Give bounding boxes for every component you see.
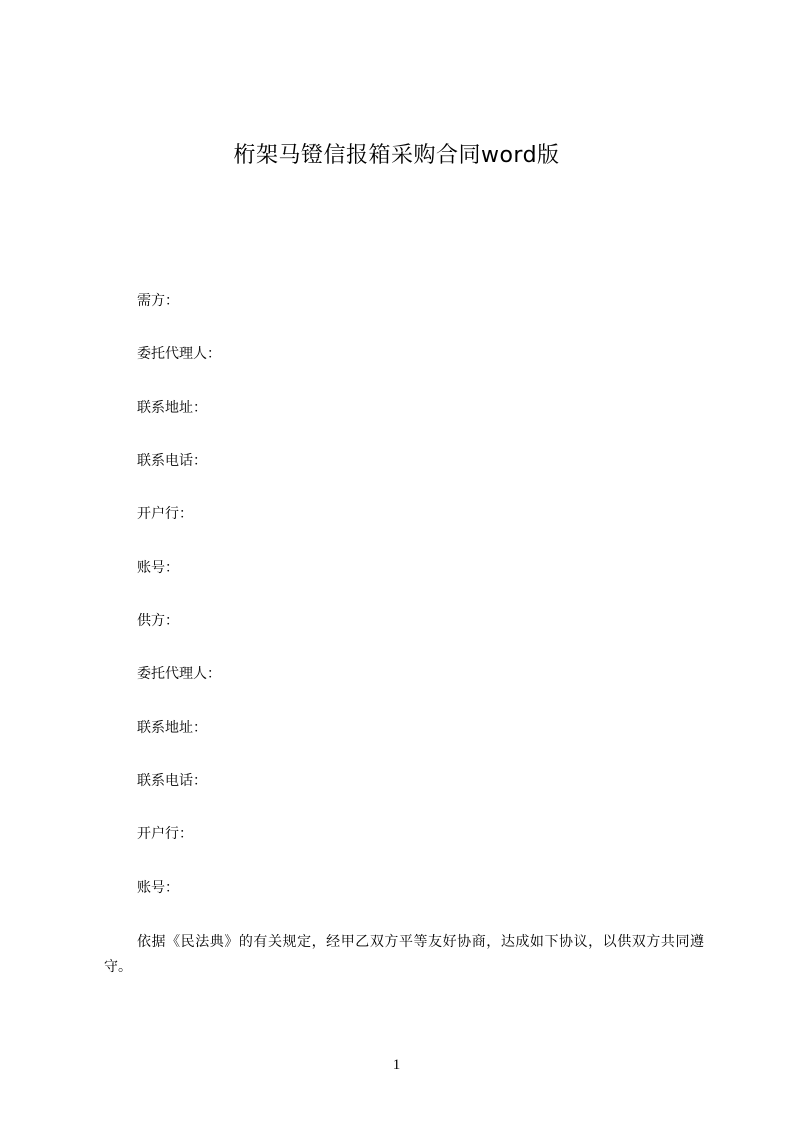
buyer-agent-label: 委托代理人： [137, 346, 221, 362]
buyer-label: 需方： [137, 293, 179, 309]
seller-label: 供方： [137, 613, 179, 629]
buyer-address-label: 联系地址： [137, 400, 207, 416]
seller-bank-label: 开户行： [137, 826, 193, 842]
buyer-bank-label: 开户行： [137, 506, 193, 522]
seller-phone-label: 联系电话： [137, 773, 207, 789]
agreement-paragraph: 依据《民法典》的有关规定，经甲乙双方平等友好协商，达成如下协议，以供双方共同遵守。 [104, 934, 704, 975]
buyer-phone-label: 联系电话： [137, 453, 207, 469]
document-title: 桁架马镫信报箱采购合同word版 [233, 143, 560, 168]
seller-address-label: 联系地址： [137, 720, 207, 736]
buyer-account-label: 账号： [137, 560, 179, 576]
seller-account-label: 账号： [137, 880, 179, 896]
seller-agent-label: 委托代理人： [137, 666, 221, 682]
page-number: 1 [392, 1057, 401, 1073]
